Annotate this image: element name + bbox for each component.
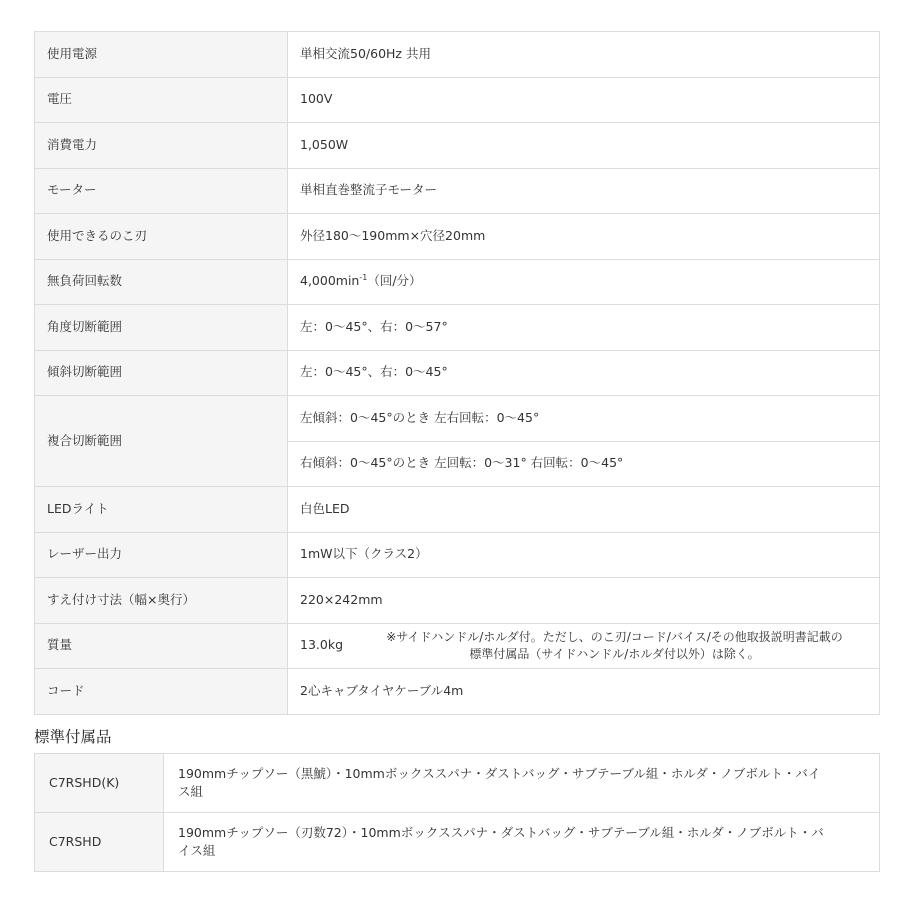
spec-row-compound-cut (35, 396, 880, 442)
spec-value: 左傾斜：0～45°のとき 左右回転：0～45° (288, 396, 880, 442)
spec-label: LEDライト (35, 487, 288, 533)
spec-label: コード (35, 669, 288, 715)
spec-label: 電圧 (35, 77, 288, 123)
spec-value: 単相交流50/60Hz 共用 (288, 32, 880, 78)
spec-value: 右傾斜：0～45°のとき 左回転：0～31° 右回転：0～45° (288, 441, 880, 487)
accessory-description (164, 813, 880, 872)
weight-note (362, 629, 867, 663)
spec-row-motor (35, 168, 880, 214)
weight-note-line-2: 標準付属品（サイドハンドル/ホルダ付以外）は除く。 (469, 646, 760, 661)
spec-label: モーター (35, 168, 288, 214)
accessory-desc-line-2: イス組 (178, 843, 216, 858)
spec-label: 質量 (35, 623, 288, 669)
spec-label: 角度切断範囲 (35, 305, 288, 351)
speed-unit: （回/分） (367, 273, 422, 289)
spec-label: すえ付け寸法（幅×奥行） (35, 578, 288, 624)
spec-label: 傾斜切断範囲 (35, 350, 288, 396)
spec-row-led (35, 487, 880, 533)
spec-row-no-load-speed (35, 259, 880, 305)
spec-value (288, 259, 880, 305)
weight-note-line-1: ※サイドハンドル/ホルダ付。ただし、のこ刃/コード/バイス/その他取扱説明書記載の (386, 629, 843, 644)
spec-value: 1mW以下（クラス2） (288, 532, 880, 578)
speed-value: 4,000min (300, 273, 360, 289)
spec-label: 無負荷回転数 (35, 259, 288, 305)
accessory-desc-line-1: 190mmチップソー（刃数72）・10mmボックススパナ・ダストバッグ・サブテーブル組・ホルダ・ノブボルト・バ (178, 824, 824, 840)
accessory-desc-line-1: 190mmチップソー（黒鯱）・10mmボックススパナ・ダストバッグ・サブテーブル組・ホルダ・ノブボルト・バイ (178, 765, 821, 781)
spec-value: 2心キャブタイヤケーブル4m (288, 669, 880, 715)
spec-row-blade (35, 214, 880, 260)
spec-row-power-consumption (35, 123, 880, 169)
spec-row-bevel-cut (35, 350, 880, 396)
accessories-title: 標準付属品 (34, 728, 112, 746)
spec-label: 消費電力 (35, 123, 288, 169)
spec-value: 左：0～45°、右：0～57° (288, 305, 880, 351)
spec-value: 100V (288, 77, 880, 123)
spec-row-weight (35, 623, 880, 669)
spec-value: 白色LED (288, 487, 880, 533)
spec-row-power-source (35, 32, 880, 78)
spec-value (288, 623, 880, 669)
speed-exponent: -1 (359, 273, 368, 283)
accessory-row (35, 813, 880, 872)
spec-table (34, 31, 880, 715)
spec-value: 左：0～45°、右：0～45° (288, 350, 880, 396)
spec-value: 外径180～190mm×穴径20mm (288, 214, 880, 260)
spec-value: 単相直巻整流子モーター (288, 168, 880, 214)
weight-wrap (300, 629, 867, 663)
accessory-desc-line-2: ス組 (178, 784, 204, 799)
spec-label: レーザー出力 (35, 532, 288, 578)
accessories-table (34, 753, 880, 872)
weight-value: 13.0kg (300, 637, 344, 653)
spec-label: 使用できるのこ刃 (35, 214, 288, 260)
accessory-model: C7RSHD (35, 813, 164, 872)
spec-value: 1,050W (288, 123, 880, 169)
accessory-description (164, 754, 880, 813)
spec-row-cord (35, 669, 880, 715)
spec-label: 使用電源 (35, 32, 288, 78)
spec-row-voltage (35, 77, 880, 123)
spec-row-laser (35, 532, 880, 578)
spec-value: 220×242mm (288, 578, 880, 624)
spec-label: 複合切断範囲 (35, 396, 288, 487)
accessory-row (35, 754, 880, 813)
spec-row-angle-cut (35, 305, 880, 351)
spec-row-dimensions (35, 578, 880, 624)
accessory-model: C7RSHD(K) (35, 754, 164, 813)
